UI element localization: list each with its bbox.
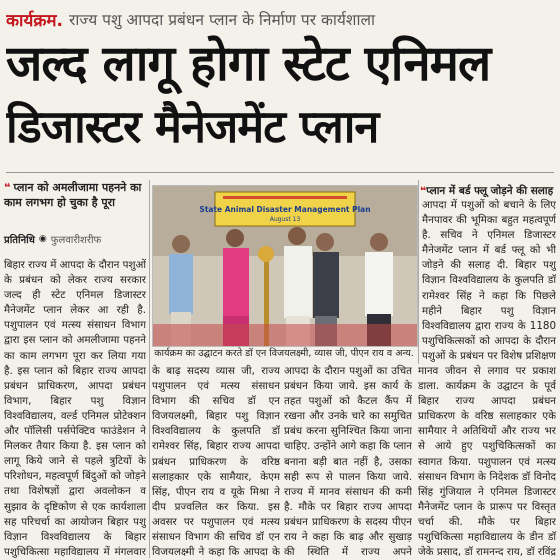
article-column-1: बिहार राज्य में आपदा के दौरान पशुओं के प्रबंधन को लेकर राज्य सरकार जल्द ही स्टेट एनिमल डिजास्टर मैनेजमेंट प्लान लेकर आ रही है. पशुपालन एवं मत्स्य संसाधन विभाग द्वारा इस प्लान को अमलीजामा पहनने का काम लगभग पूरा कर लिया गया है. इस प्लान को बिहार राज्य आपदा प्रबंधन प्राधिकरण, आपदा प्रबंधन विभाग, बिहार पशु विज्ञान विश्वविद्यालय, वर्ल्ड एनिमल प्रोटेक्शन और पॉलिसी पर्सपेक्टिव फाउंडेशन ने मिलकर तैयार किया है. इस प्लान को लागू किये जाने से पहले त्रुटियों के परिशोधन, महत्वपूर्ण बिंदुओं को जोड़ने तथा विशेषज्ञों द्वारा अवलोकन व सुझाव के दृष्टिकोण से एक कार्यशाला सह परिचर्चा का आयोजन बिहार पशु विज्ञान विश्वविद्यालय के बिहार पशुचिकित्सा महाविद्यालय में मंगलवार <box>4 259 146 558</box>
kicker <box>6 6 554 32</box>
sidebar-column: आपदा में पशुओं को बचाने के लिए मैनपावर की भूमिका बहुत महत्वपूर्ण है. सचिव ने एनिमल डिजास्टर मैनेजमेंट प्लान में बर्ड फ्लू को भी जोड़ने की सलाह दी. बिहार पशु विज्ञान विश्वविद्यालय के कुलपति डॉ रामेश्वर सिंह ने कहा कि पिछले महीने बिहार पशु विज्ञान विश्वविद्यालय द्वारा राज्य के 1180 पशुचिकित्सकों को आपदा के दौरान पशुओं के प्रबंधन पर विशेष प्रशिक्षण <box>422 199 556 362</box>
quote-mark-icon: ❝ <box>420 185 427 197</box>
kicker-tag: कार्यक्रम. <box>6 10 63 31</box>
banner-title: State Animal Disaster Management Plan <box>199 205 371 214</box>
divider <box>6 172 554 173</box>
article-column-4: मानव जीवन से लगाव पर प्रकाश डाला. कार्यक्रम के उद्घाटन के पूर्व बिहार राज्य आपदा प्रबंधन प्राधिकरण के वरिष्ठ सलाहकार एके सामैयार ने अतिथियों और राज्य भर से आये हुए पशुचिकित्सकों का स्वागत किया. पशुपालन एवं मत्स्य संसाधन विभाग के निदेशक डॉ विनोद सिंह गुंजियाल ने एनिमल डिजास्टर मैनेजमेंट प्लान के प्रारूप पर विस्तृत चर्चा की. मौके पर बिहार पशुचिकित्सा महाविद्यालय के डीन डॉ जेके प्रसाद, डॉ रामनन्द राय, डॉ रविंद्र <box>418 365 556 558</box>
kicker-text: राज्य पशु आपदा प्रबंधन प्लान के निर्माण पर कार्यशाला <box>69 11 375 29</box>
quote-mark-icon: ❝ <box>4 181 11 194</box>
article-column-3: आपदा के दौरान पशुओं का उचित प्रबंधन किया जाये. इस कार्य के तहत पशुओं को कैटल कैंप में रखना और उनके चारे का समुचित प्रबंध करना सुनिश्चित किया जाना चाहिए. उन्होंने आगे कहा कि प्लान बनाना बड़ी बात नहीं है, उसका सही रूप से पालन किया जाये. राज्य में मानव संसाधन की कमी है. मौके पर बिहार राज्य आपदा प्रबंधन प्राधिकरण के सदस्य पीएन राय ने कहा कि बाढ़ और सुखाड़ की स्थिति में राज्य अपने <box>284 365 412 558</box>
location-pin-icon: ◉ <box>38 234 47 244</box>
banner-date: August 13 <box>269 216 301 223</box>
headline-line-2: डिजास्टर मैनेजमेंट प्लान <box>6 100 379 153</box>
byline-place: फुलवारीशरीफ <box>50 235 102 246</box>
sidebar-heading <box>420 184 558 198</box>
sidebar-divider <box>418 180 419 364</box>
column-divider <box>149 180 150 558</box>
sidebar-heading-text: प्लान में बर्ड फ्लू जोड़ने की सलाह <box>426 185 554 197</box>
headline-line-1: जल्द लागू होगा स्टेट एनिमल <box>6 35 491 92</box>
photo-caption: कार्यक्रम का उद्घाटन करते डॉ एन विजयलक्ष्मी, व्यास जी, पीएन राय व अन्य. <box>154 348 414 359</box>
byline <box>4 232 150 246</box>
byline-author: प्रतिनिधि <box>4 235 35 246</box>
event-photo <box>152 185 418 347</box>
event-photo-image <box>153 186 417 346</box>
subheading <box>4 180 150 210</box>
article-column-2: के बाढ़ सदस्य व्यास जी, राज्य पशुपालन एवं मत्स्य संसाधन विभाग की सचिव डॉ एन विजयलक्ष्मी, बिहार पशु विज्ञान विश्वविद्यालय के कुलपति डॉ रामेश्वर सिंह, बिहार राज्य आपदा प्रबंधन प्राधिकरण के वरिष्ठ सलाहकार एके सामैयार, केएम सिंह, पीएन राय व यूके मिश्रा ने दीप प्रज्वलित कर किया. इस अवसर पर पशुपालन एवं मत्स्य संसाधन विभाग की सचिव डॉ एन विजयलक्ष्मी ने कहा कि आपदा के <box>152 365 280 558</box>
subheading-text: प्लान को अमलीजामा पहनने का काम लगभग हो चुका है पूरा <box>4 181 142 209</box>
